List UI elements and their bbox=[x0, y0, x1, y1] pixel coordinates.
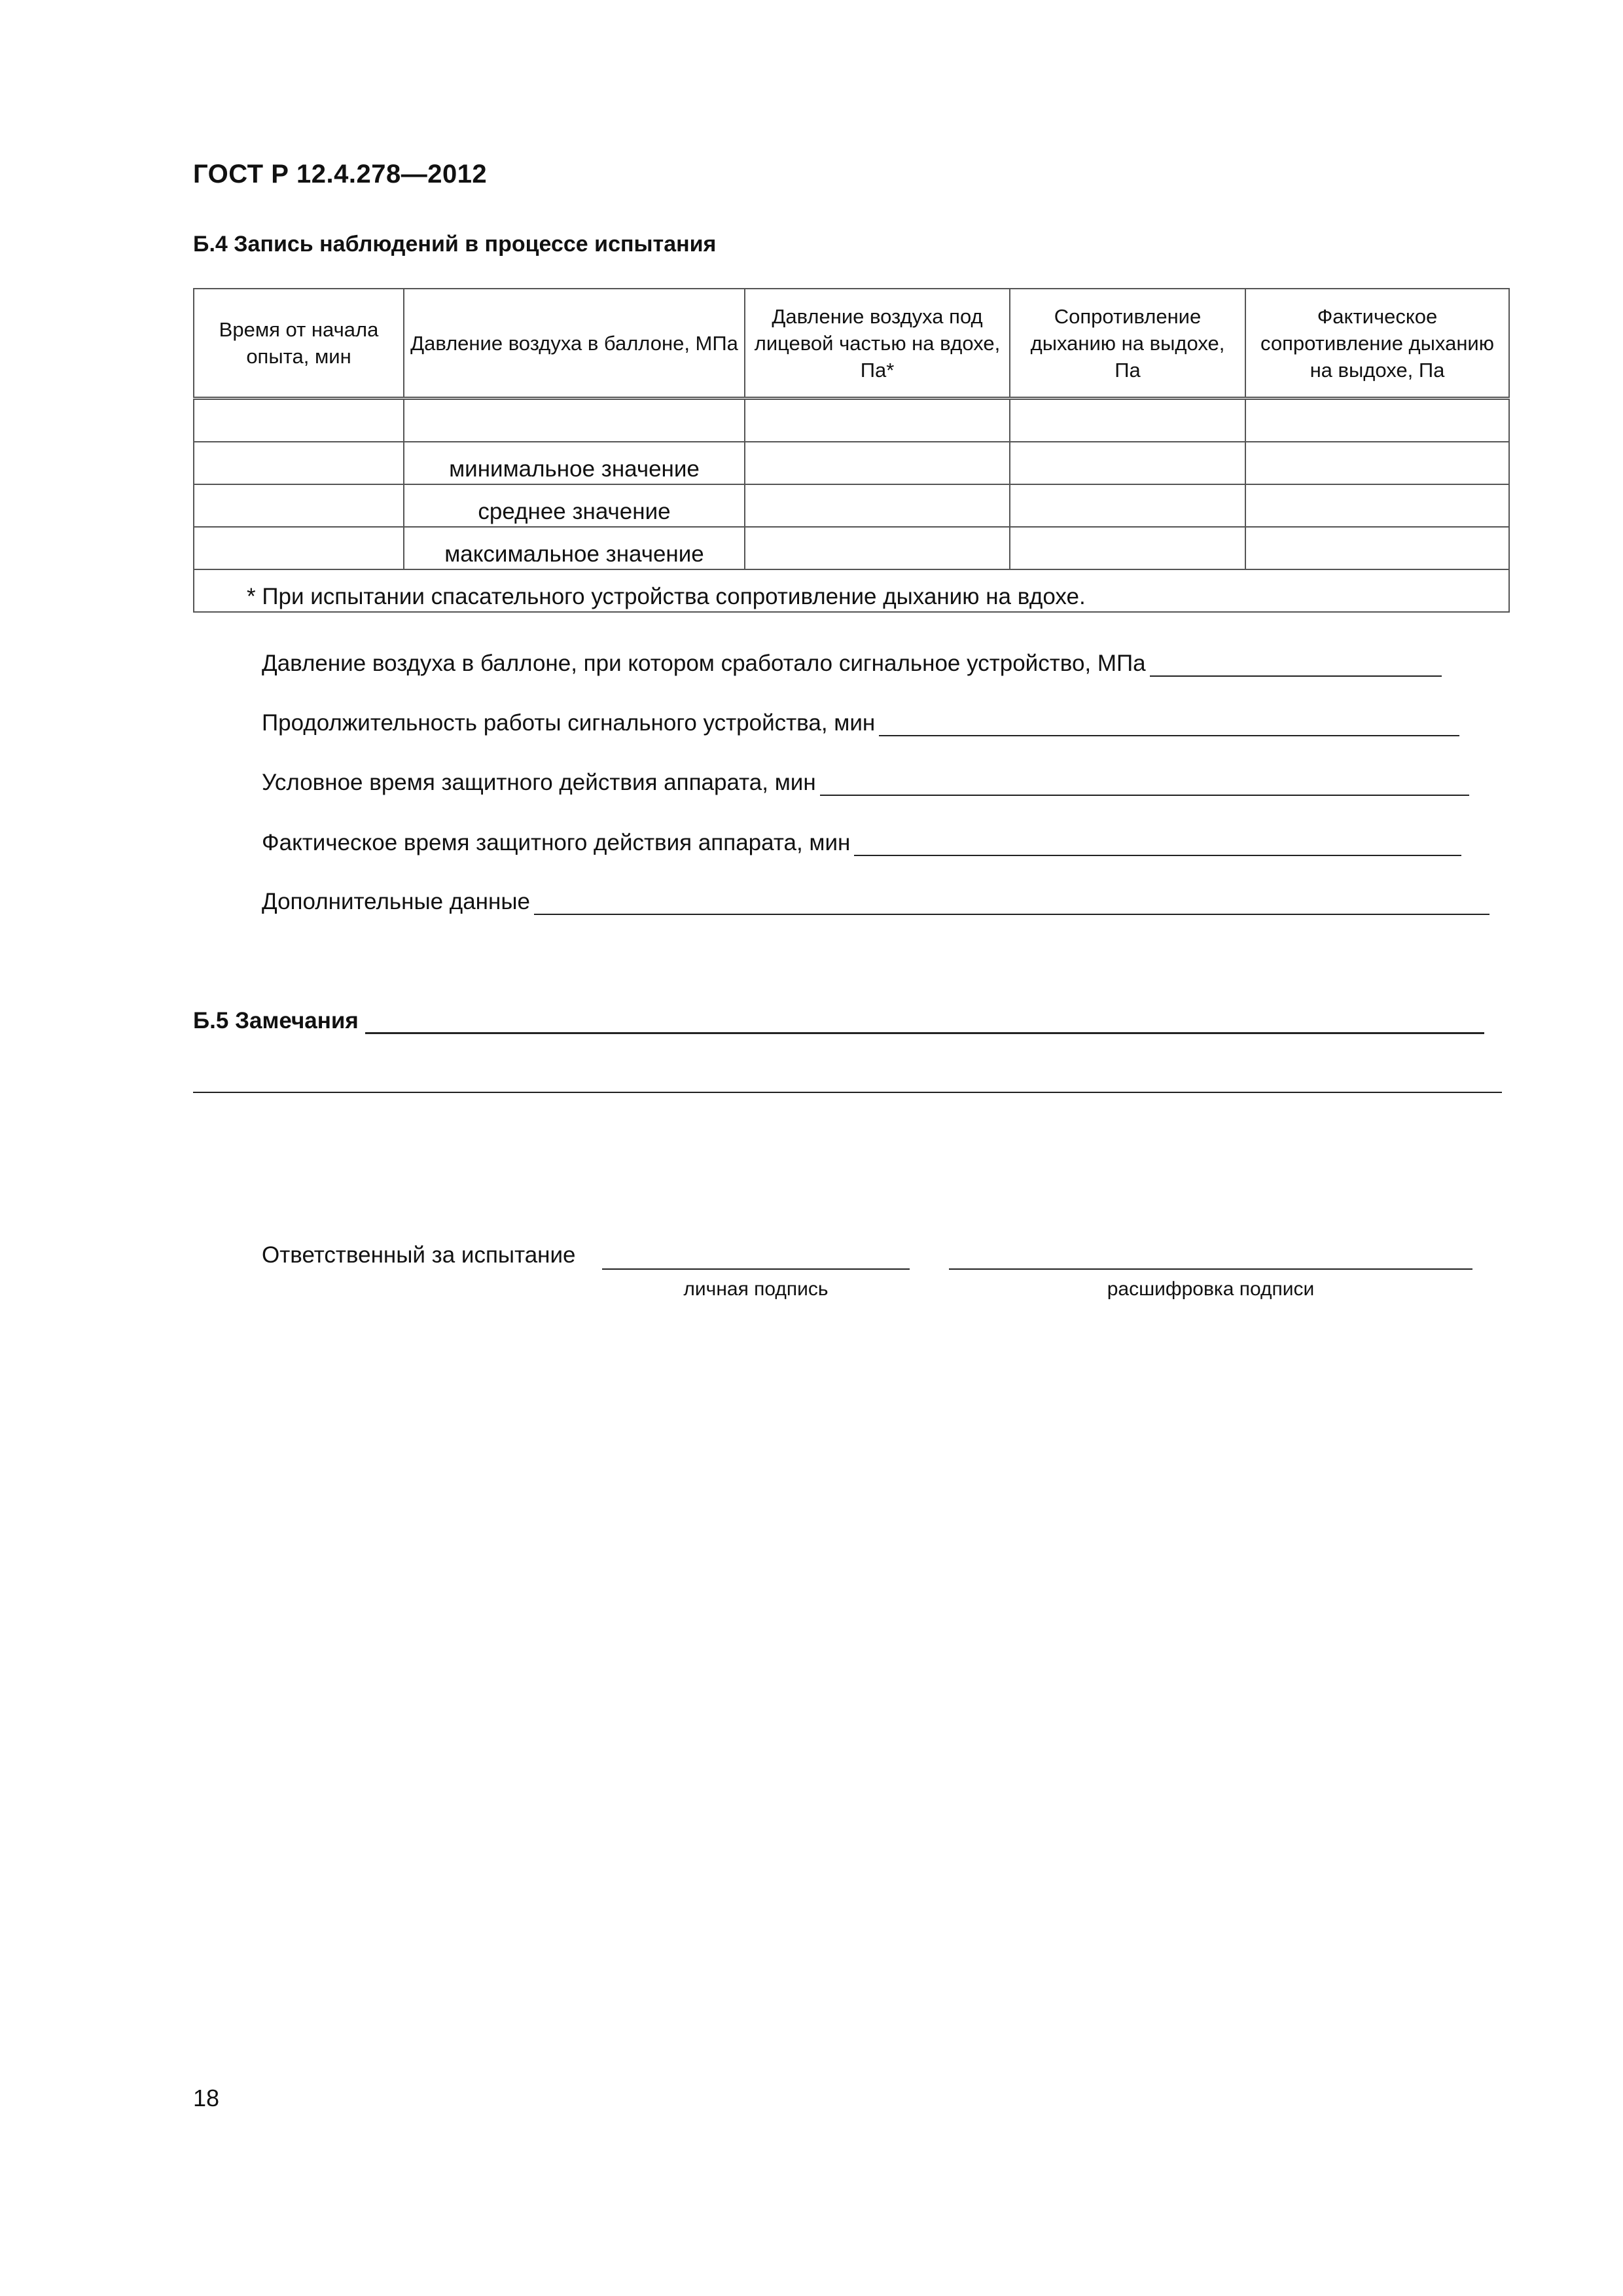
fill-in-line[interactable] bbox=[879, 713, 1459, 736]
table-cell bbox=[745, 399, 1010, 442]
table-header-row bbox=[194, 289, 1509, 399]
table-row bbox=[194, 484, 1509, 527]
signature-transcript-caption: расшифровка подписи bbox=[1107, 1278, 1315, 1300]
field-additional-data bbox=[262, 889, 1489, 915]
field-actual-protection-time bbox=[262, 830, 1461, 856]
fill-in-line[interactable] bbox=[820, 772, 1469, 796]
table-cell bbox=[194, 484, 404, 527]
col-header-exhale-resistance: Сопротивление дыханию на выдохе, Па bbox=[1010, 289, 1245, 399]
table-cell: максимальное значение bbox=[404, 527, 745, 569]
field-nominal-protection-time bbox=[262, 770, 1469, 796]
table-cell: среднее значение bbox=[404, 484, 745, 527]
table-cell: минимальное значение bbox=[404, 442, 745, 484]
signature-label: Ответственный за испытание bbox=[262, 1242, 576, 1268]
field-label: Давление воздуха в баллоне, при котором сработало сигнальное устройство, МПа bbox=[262, 651, 1146, 676]
page-number: 18 bbox=[193, 2085, 220, 2111]
table-row bbox=[194, 399, 1509, 442]
table-cell bbox=[1245, 484, 1509, 527]
table-row bbox=[194, 527, 1509, 569]
fill-in-line[interactable] bbox=[534, 891, 1489, 915]
table-cell bbox=[404, 399, 745, 442]
field-label: Условное время защитного действия аппарата, мин bbox=[262, 770, 816, 795]
signature-transcript-line[interactable] bbox=[949, 1246, 1472, 1270]
col-header-cylinder-pressure: Давление воздуха в баллоне, МПа bbox=[404, 289, 745, 399]
table-cell bbox=[194, 527, 404, 569]
col-header-mask-pressure: Давление воздуха под лицевой частью на вдохе, Па* bbox=[745, 289, 1010, 399]
table-cell bbox=[194, 399, 404, 442]
table-cell bbox=[1010, 484, 1245, 527]
table-cell bbox=[1245, 527, 1509, 569]
table-cell bbox=[745, 442, 1010, 484]
col-header-time: Время от начала опыта, мин bbox=[194, 289, 404, 399]
field-signal-pressure bbox=[262, 651, 1442, 677]
table-footnote-row bbox=[194, 569, 1509, 612]
table-cell bbox=[1010, 527, 1245, 569]
table-cell bbox=[194, 442, 404, 484]
field-label: Фактическое время защитного действия аппарата, мин bbox=[262, 830, 851, 855]
signature-caption: личная подпись bbox=[683, 1278, 829, 1300]
table-cell bbox=[1010, 399, 1245, 442]
table-footnote: * При испытании спасательного устройства сопротивление дыханию на вдохе. bbox=[194, 569, 1509, 612]
observations-table bbox=[193, 288, 1510, 613]
document-code: ГОСТ Р 12.4.278—2012 bbox=[193, 160, 488, 188]
remarks-fill-line[interactable] bbox=[365, 1010, 1484, 1034]
table-cell bbox=[745, 527, 1010, 569]
fill-in-line[interactable] bbox=[854, 833, 1461, 856]
section-b5-title: Б.5 Замечания bbox=[193, 1008, 359, 1033]
table-cell bbox=[1245, 442, 1509, 484]
field-label: Продолжительность работы сигнального устройства, мин bbox=[262, 710, 876, 736]
personal-signature-line[interactable] bbox=[602, 1246, 910, 1270]
field-signal-duration bbox=[262, 710, 1459, 736]
table-row bbox=[194, 442, 1509, 484]
table-cell bbox=[1245, 399, 1509, 442]
field-label: Дополнительные данные bbox=[262, 889, 530, 914]
remarks-fill-line-2[interactable] bbox=[193, 1092, 1502, 1093]
table-cell bbox=[1010, 442, 1245, 484]
section-b4-title: Б.4 Запись наблюдений в процессе испытания bbox=[193, 232, 717, 257]
col-header-actual-exhale-resistance: Фактическое сопротивление дыханию на выдохе, Па bbox=[1245, 289, 1509, 399]
table-cell bbox=[745, 484, 1010, 527]
section-b5-remarks bbox=[193, 1008, 1484, 1034]
fill-in-line[interactable] bbox=[1150, 653, 1442, 677]
